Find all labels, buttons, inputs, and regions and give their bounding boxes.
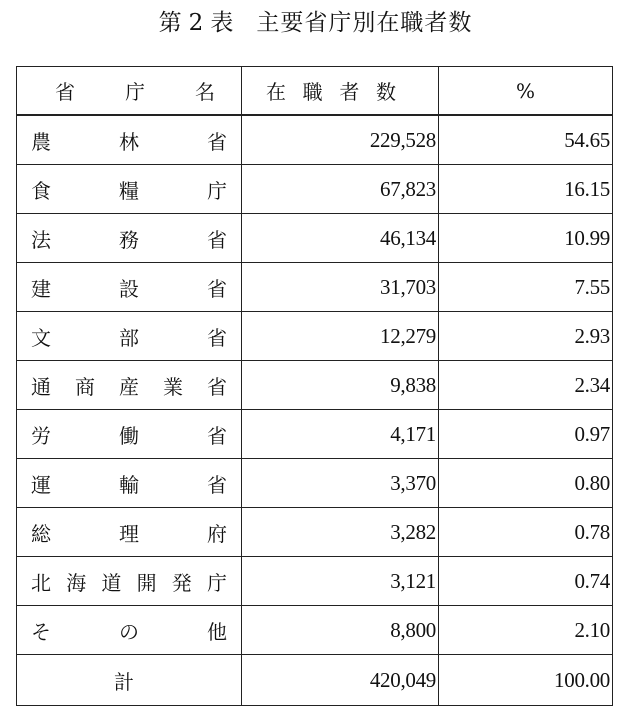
staff-percent: 10.99 [439,214,613,263]
ministry-name [17,606,242,655]
staff-count: 3,282 [242,508,439,557]
staff-percent: 0.74 [439,557,613,606]
ministry-name-chars: 運 輸 省 [31,472,227,497]
table-row [17,459,613,508]
staff-count: 67,823 [242,165,439,214]
staff-percent: 16.15 [439,165,613,214]
staff-percent: 0.97 [439,410,613,459]
staff-count: 31,703 [242,263,439,312]
staff-count: 12,279 [242,312,439,361]
ministry-name-chars: 食 糧 庁 [31,178,227,203]
staff-percent: 2.10 [439,606,613,655]
staff-percent: 2.34 [439,361,613,410]
staff-percent: 0.78 [439,508,613,557]
ministry-name [17,312,242,361]
table-row [17,557,613,606]
ministry-name [17,263,242,312]
staff-count: 9,838 [242,361,439,410]
table-row [17,214,613,263]
staff-count: 229,528 [242,115,439,165]
staff-count: 3,121 [242,557,439,606]
staff-percent: 2.93 [439,312,613,361]
ministry-name-chars: 文 部 省 [31,325,227,350]
table-row [17,165,613,214]
total-count: 420,049 [242,655,439,706]
table-row [17,361,613,410]
ministry-name [17,115,242,165]
ministry-name-chars: そ の 他 [31,619,227,644]
ministry-name-chars: 農 林 省 [31,129,227,154]
table-title [0,4,631,37]
ministry-name [17,557,242,606]
title-number: 2 [188,10,205,36]
staff-percent: 54.65 [439,115,613,165]
staff-percent: 0.80 [439,459,613,508]
ministry-name-chars: 北 海 道 開 発 庁 [31,570,227,595]
table-body [17,115,613,706]
staff-count: 8,800 [242,606,439,655]
table-row [17,410,613,459]
header-count-chars: 在 職 者 数 [266,80,396,104]
header-ministry-chars: 省 庁 名 [55,80,215,104]
ministry-name [17,361,242,410]
ministry-name-chars: 建 設 省 [31,276,227,301]
staff-table [16,66,613,706]
total-label: 計 [17,655,242,706]
ministry-name [17,508,242,557]
table-row [17,508,613,557]
table-row [17,312,613,361]
table-row [17,263,613,312]
title-suffix: 表 [210,10,235,36]
ministry-name-chars: 労 働 省 [31,423,227,448]
header-row [17,67,613,116]
table-row [17,115,613,165]
header-count [242,67,439,116]
ministry-name-chars: 法 務 省 [31,227,227,252]
staff-count: 4,171 [242,410,439,459]
table-row [17,606,613,655]
staff-count: 46,134 [242,214,439,263]
ministry-name-chars: 通 商 産 業 省 [31,374,227,399]
total-row [17,655,613,706]
staff-percent: 7.55 [439,263,613,312]
ministry-name-chars: 総 理 府 [31,521,227,546]
ministry-name [17,410,242,459]
title-prefix: 第 [158,10,183,36]
header-ministry [17,67,242,116]
ministry-name [17,165,242,214]
total-percent: 100.00 [439,655,613,706]
header-percent: % [439,67,613,116]
staff-count: 3,370 [242,459,439,508]
ministry-name [17,214,242,263]
title-text: 主要省庁別在職者数 [256,10,473,36]
ministry-name [17,459,242,508]
